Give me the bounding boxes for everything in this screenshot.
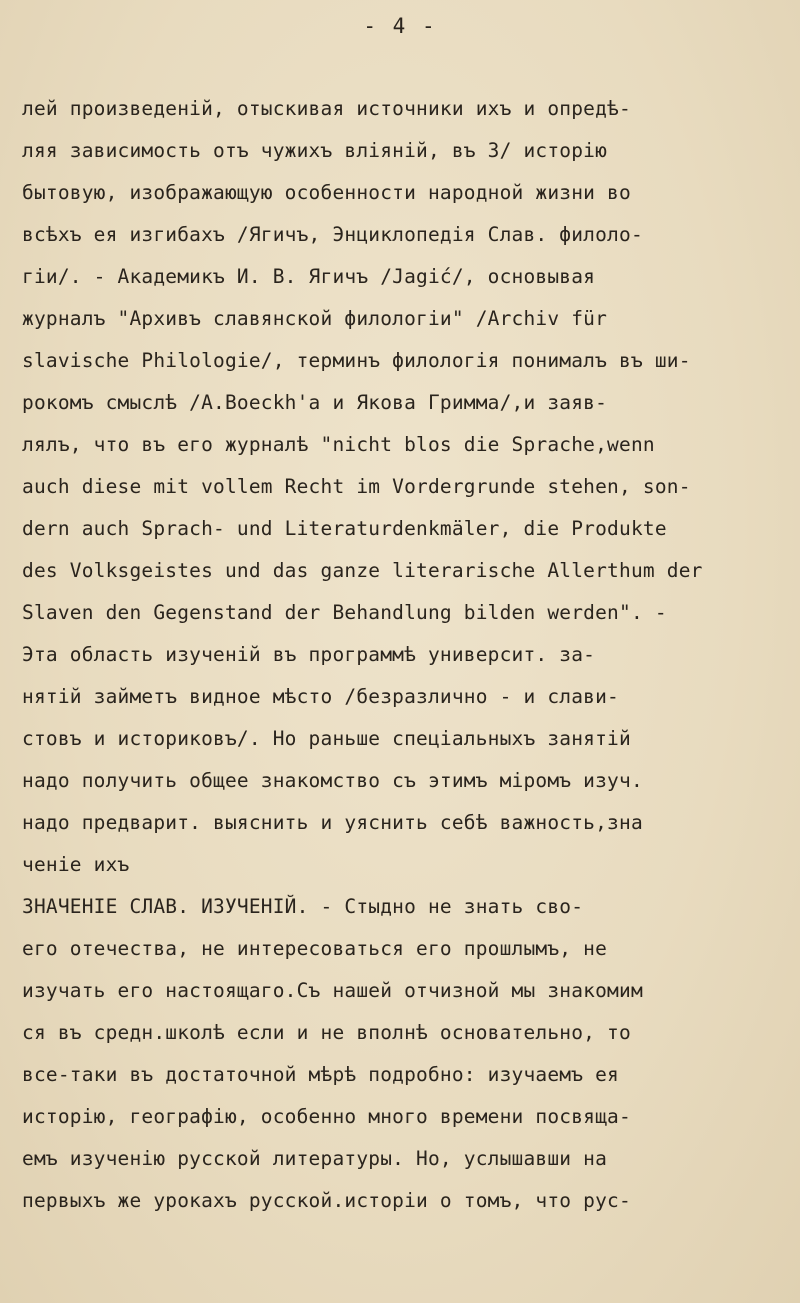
text-line: Slaven den Gegenstand der Behandlung bilden werden". - <box>22 601 667 624</box>
text-line: Эта область изученій въ программѣ университ. за- <box>22 643 596 666</box>
text-line: гіи/. - Академикъ И. В. Ягичъ /Jagić/, основывая <box>22 265 596 288</box>
section-heading-line: ЗНАЧЕНІЕ СЛАВ. ИЗУЧЕНІЙ. - Стыдно не знать сво- <box>22 895 584 918</box>
text-line: исторію, географію, особенно много времени посвяща- <box>22 1105 631 1128</box>
text-line: auch diese mit vollem Recht im Vordergrunde stehen, son- <box>22 475 691 498</box>
text-line: нятій займетъ видное мѣсто /безразлично - и слави- <box>22 685 619 708</box>
text-line: емъ изученію русской литературы. Но, услышавши на <box>22 1147 608 1170</box>
text-line: ляя зависимость отъ чужихъ вліяній, въ 3/ исторію <box>22 139 608 162</box>
text-line: slavische Philologie/, терминъ филологія понималъ въ ши- <box>22 349 691 372</box>
text-line: ченіе ихъ <box>22 853 130 876</box>
text-line: рокомъ смыслѣ /A.Boeckh'a и Якова Гримма/,и заяв- <box>22 391 608 414</box>
text-line: надо получить общее знакомство съ этимъ міромъ изуч. <box>22 769 643 792</box>
text-line: бытовую, изображающую особенности народной жизни во <box>22 181 631 204</box>
text-line: надо предварит. выяснить и уяснить себѣ важность,зна <box>22 811 643 834</box>
text-line: ся въ средн.школѣ если и не вполнѣ основательно, то <box>22 1021 631 1044</box>
text-line: журналъ "Архивъ славянской филологіи" /Archiv für <box>22 307 608 330</box>
text-line: des Volksgeistes und das ganze literarische Allerthum der <box>22 559 703 582</box>
text-line: изучать его настоящаго.Съ нашей отчизной мы знакомим <box>22 979 643 1002</box>
text-line: dern auch Sprach- und Literaturdenkmäler, die Produkte <box>22 517 667 540</box>
text-line: его отечества, не интересоваться его прошлымъ, не <box>22 937 608 960</box>
text-line: лялъ, что въ его журналѣ "nicht blos die Sprache,wenn <box>22 433 655 456</box>
text-line: лей произведеній, отыскивая источники ихъ и опредѣ- <box>22 97 631 120</box>
text-line: всѣхъ ея изгибахъ /Ягичъ, Энциклопедія Слав. филоло- <box>22 223 643 246</box>
text-line: все-таки въ достаточной мѣрѣ подробно: изучаемъ ея <box>22 1063 619 1086</box>
page-number: - 4 - <box>363 14 437 38</box>
text-line: стовъ и историковъ/. Но раньше спеціальныхъ занятій <box>22 727 631 750</box>
text-line: первыхъ же урокахъ русской.исторіи о томъ, что рус- <box>22 1189 631 1212</box>
